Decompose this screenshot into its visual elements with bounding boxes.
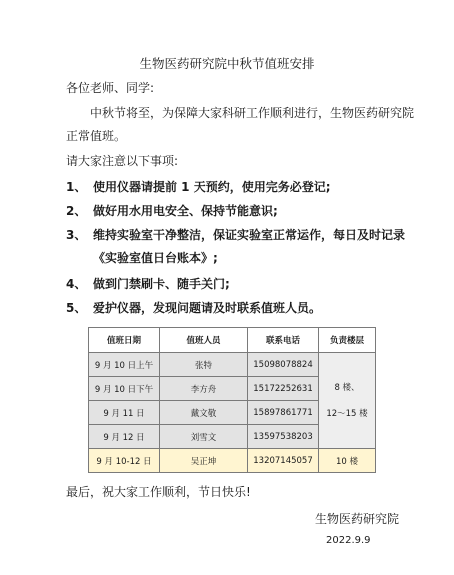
- item-text: 爱护仪器，发现问题请及时联系值班人员。: [93, 301, 322, 315]
- table-header-row: [89, 328, 376, 353]
- item-number: 2、: [66, 204, 87, 218]
- item-text: 做好用水用电安全、保持节能意识;: [93, 204, 278, 218]
- item-number: 1、: [66, 180, 87, 194]
- duty-phone: 15897861771: [248, 401, 319, 425]
- notice-title: 生物医药研究院中秋节值班安排: [139, 56, 315, 71]
- column-header-date: 值班日期: [89, 328, 160, 353]
- duty-person: 张特: [160, 353, 248, 377]
- item-number: 4、: [66, 277, 87, 291]
- table-row: [89, 353, 376, 377]
- notice-lead-in: 请大家注意以下事项:: [66, 154, 179, 168]
- floor-line: 8 楼、: [334, 382, 360, 393]
- duty-date: 9 月 10 日下午: [89, 377, 160, 401]
- notice-item: [66, 178, 331, 195]
- notice-item: [66, 202, 278, 219]
- item-continuation: 《实验室值日台账本》;: [93, 251, 218, 265]
- item-number: 3、: [66, 228, 87, 242]
- item-text: 做到门禁刷卡、随手关门;: [93, 277, 230, 291]
- duty-date: 9 月 10 日上午: [89, 353, 160, 377]
- notice-item: [66, 226, 406, 243]
- duty-floor-merged: [319, 353, 376, 449]
- closing-wishes: 最后，祝大家工作顺利，节日快乐!: [66, 485, 251, 499]
- column-header-person: 值班人员: [160, 328, 248, 353]
- table-row: [89, 449, 376, 473]
- floor-line: 12～15 楼: [326, 408, 368, 419]
- intro-paragraph-line2: 正常值班。: [66, 129, 127, 143]
- duty-date: 9 月 10-12 日: [89, 449, 160, 473]
- duty-person: 李方舟: [160, 377, 248, 401]
- signature-date: 2022.9.9: [326, 535, 371, 546]
- duty-phone: 13597538203: [248, 425, 319, 449]
- duty-person: 戴文敬: [160, 401, 248, 425]
- item-number: 5、: [66, 301, 87, 315]
- notice-item: [66, 275, 230, 292]
- intro-paragraph-line1: 中秋节将至，为保障大家科研工作顺利进行，生物医药研究院: [90, 106, 415, 120]
- column-header-phone: 联系电话: [248, 328, 319, 353]
- column-header-floor: 负责楼层: [319, 328, 376, 353]
- duty-floor: 10 楼: [319, 449, 376, 473]
- duty-date: 9 月 11 日: [89, 401, 160, 425]
- duty-phone: 15098078824: [248, 353, 319, 377]
- notice-item: [66, 299, 322, 316]
- greeting: 各位老师、同学:: [66, 81, 155, 95]
- item-text: 使用仪器请提前 1 天预约，使用完务必登记;: [93, 180, 331, 194]
- duty-phone: 15172252631: [248, 377, 319, 401]
- signature-organization: 生物医药研究院: [315, 512, 400, 526]
- item-text: 维持实验室干净整洁，保证实验室正常运作，每日及时记录: [93, 228, 406, 242]
- duty-person: 刘雪文: [160, 425, 248, 449]
- duty-phone: 13207145057: [248, 449, 319, 473]
- duty-schedule-table: [88, 327, 376, 473]
- duty-date: 9 月 12 日: [89, 425, 160, 449]
- duty-person: 吴正坤: [160, 449, 248, 473]
